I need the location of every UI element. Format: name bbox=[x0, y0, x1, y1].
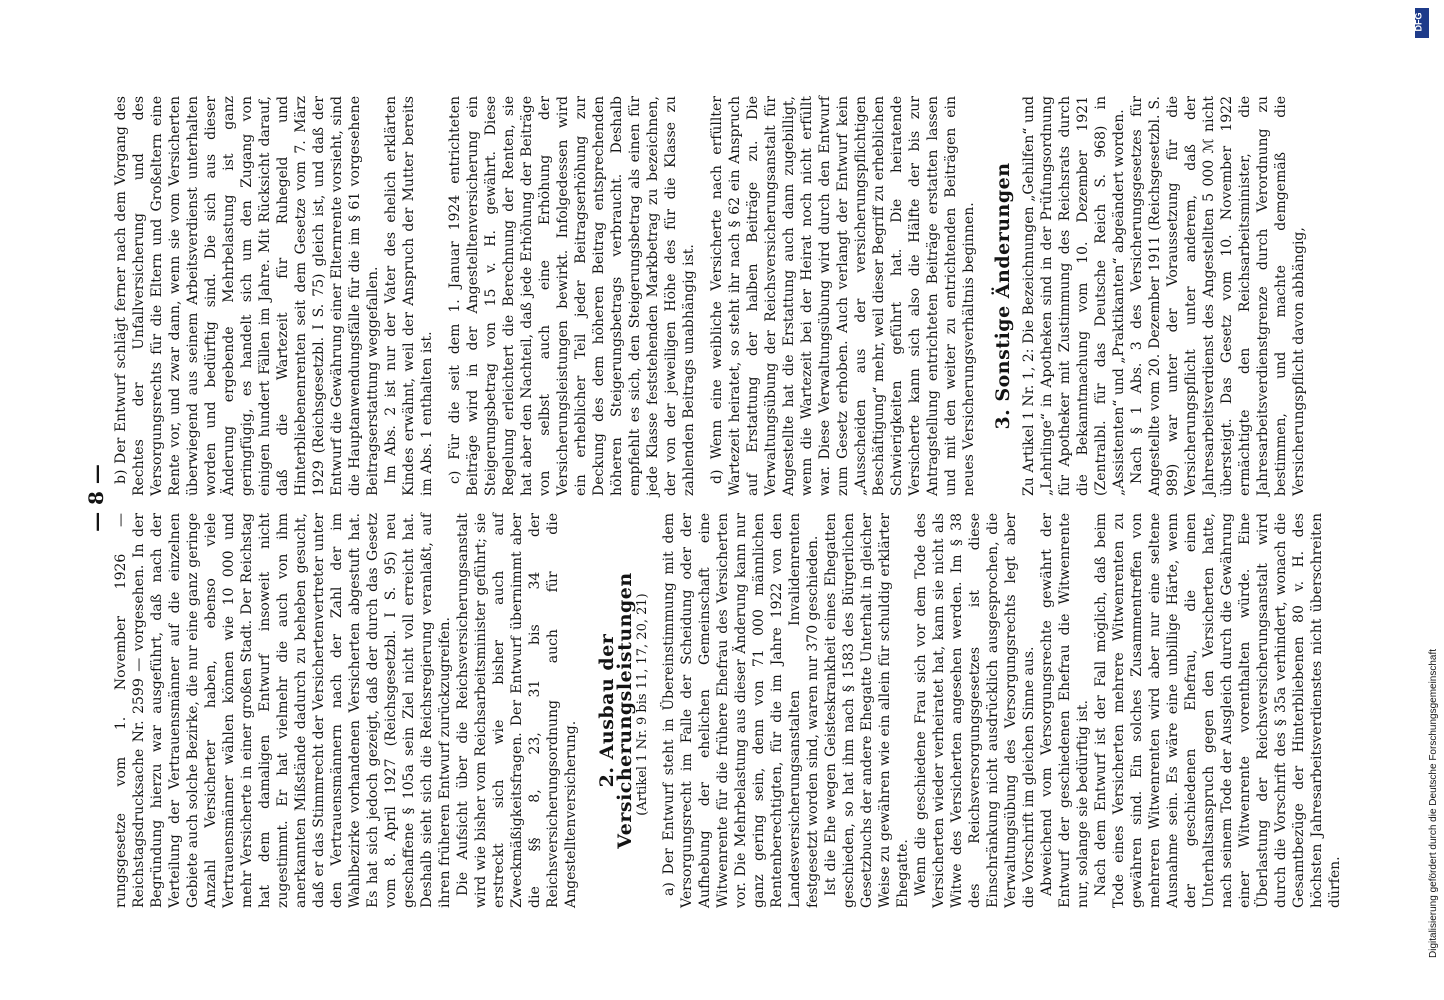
paragraph: Die Aufsicht über die Reichsversicherungsanstalt wird wie bisher vom Reichsarbeitsminister geführt; sie erstreckt sich wie bisher auch auf Zweckmäßigkeitsfragen. Der Entwurf übernimmt aber die §§ 8, 23, 31 bis 34 der Reichsversicherungsordnung auch für die Angestelltenversicherung. bbox=[455, 513, 579, 908]
paragraph: Zu Artikel 1 Nr. 1, 2: Die Bezeichnungen „Gehilfen“ und „Lehrlinge“ in Apotheken sind in der Prüfungsordnung für Apotheker mit Zustimmung des Reichsrats durch die Bekanntmachung vom 10. Dezember 1921 (Zentralbl. für das Deutsche Reich S. 968) in „Assistenten“ und „Praktikanten“ abgeändert worden. bbox=[1021, 96, 1127, 496]
paragraph: Nach § 1 Abs. 3 des Versicherungsgesetzes für Angestellte vom 20. Dezember 1911 (Reichsgesetzbl. S. 989) war unter der Voraussetzung für die Versicherungspflicht unter anderem, daß der Jahresarbeitsverdienst des Angestellten 5 000 ℳ nicht übersteigt. Das Gesetz vom 10. November 1922 ermächtigte den Reichsarbeitsminister, die Jahresarbeitsverdienstgrenze durch Verordnung zu bestimmen, und machte demgemäß die Versicherungspflicht davon abhängig, bbox=[1129, 96, 1307, 496]
paragraph: d) Wenn eine weibliche Versicherte nach erfüllter Wartezeit heiratet, so steht ihr nach § 62 ein Anspruch auf Erstattung der halben Beiträge zu. Die Verwaltungsübung der Reichsversicherungsanstalt für Angestellte hat die Erstattung auch dann zugebilligt, wenn die Wartezeit bei der Heirat noch nicht erfüllt war. Diese Verwaltungsübung wird durch den Entwurf zum Gesetz erhoben. Auch verlangt der Entwurf kein „Ausscheiden aus der versicherungspflichtigen Beschäftigung“ mehr, weil dieser Begriff zu erheblichen Schwierigkeiten geführt hat. Die heiratende Versicherte kann sich also die Hälfte der bis zur Antragstellung entrichteten Beiträge erstatten lassen und mit den weiter zu entrichtenden Beiträgen ein neues Versicherungsverhältnis beginnen. bbox=[709, 96, 977, 496]
paragraph: Im Abs. 2 ist nur der Vater des ehelich erklärten Kindes erwähnt, weil der Anspruch der Mutter bereits im Abs. 1 enthalten ist. bbox=[383, 96, 435, 496]
section-subheading: (Artikel 1 Nr. 9 bis 11, 17, 20, 21) bbox=[635, 593, 650, 816]
paragraph: a) Der Entwurf steht in Übereinstimmung mit dem Versorgungsrecht im Falle der Scheidung oder der Aufhebung der ehelichen Gemeinschaft eine Witwenrente für die frühere Ehefrau des Versicherten vor. Die Mehrbelastung aus dieser Änderung kann nur ganz gering sein, denn von 71 000 männlichen Rentenberechtigten, für die im Jahre 1922 von den Landesversicherungsanstalten Invalidenrenten festgesetzt worden sind, waren nur 370 geschieden. bbox=[661, 513, 821, 908]
paragraph: rungsgesetze vom 1. November 1926 — Reichstagsdrucksache Nr. 2599 — vorgesehen. In der Begründung hierzu war ausgeführt, daß nach der Verteilung der Vertrauensmänner auf die einzelnen Gebiete auch solche Bezirke, die nur eine ganz geringe Anzahl Versicherter haben, ebenso viele Vertrauensmänner wählen können wie 10 000 und mehr Versicherte in einer großen Stadt. Der Reichstag hat dem damaligen Entwurf insoweit nicht zugestimmt. Er hat vielmehr die auch von ihm anerkannten Mißstände dadurch zu beheben gesucht, daß er das Stimmrecht der Versichertenvertreter unter den Vertrauensmännern nach der Zahl der im Wahlbezirke vorhandenen Versicherten abgestuft hat. Es hat sich jedoch gezeigt, daß der durch das Gesetz vom 8. April 1927 (Reichsgesetzbl. I S. 95) neu geschaffene § 105a sein Ziel nicht voll erreicht hat. Deshalb sieht sich die Reichsregierung veranlaßt, auf ihren früheren Entwurf zurückzugreifen. bbox=[113, 513, 453, 908]
dfg-logo bbox=[1415, 8, 1429, 38]
digitization-note: Digitalisierung gefördert durch die Deutsche Forschungsgemeinschaft bbox=[1428, 648, 1439, 958]
dfg-logo-text: DFG bbox=[1413, 12, 1424, 32]
paragraph: Nach dem Entwurf ist der Fall möglich, daß beim Tode eines Versicherten mehrere Witwenrenten zu gewähren sind. Ein solches Zusammentreffen von mehreren Witwenrenten wird aber nur eine seltene Ausnahme sein. Es wäre eine unbillige Härte, wenn der geschiedenen Ehefrau, die einen Unterhaltsanspruch gegen den Versicherten hatte, nach seinem Tode der Ausgleich durch die Gewährung einer Witwenrente vorenthalten würde. Eine Überlastung der Reichsversicherungsanstalt wird durch die Vorschrift des § 35a verhindert, wonach die Gesamtbezüge der Hinterbliebenen 80 v. H. des höchsten Jahresarbeitsverdienstes nicht überschreiten dürfen. bbox=[1093, 513, 1343, 908]
section-heading: 2. Ausbau der Versicherungsleistungen bbox=[596, 572, 636, 849]
paragraph: Abweichend vom Versorgungsrechte gewährt der Entwurf der geschiedenen Ehefrau die Witwenrente nur, solange sie bedürftig ist. bbox=[1039, 513, 1091, 908]
left-column bbox=[112, 513, 1344, 908]
right-column bbox=[112, 96, 1308, 496]
rotated-page-content bbox=[84, 88, 1343, 908]
paragraph: Ist die Ehe wegen Geisteskrankheit eines Ehegatten geschieden, so hat ihm nach § 1583 des Bürgerlichen Gesetzbuchs der andere Ehegatte Unterhalt in gleicher Weise zu gewähren wie ein allein für schuldig erklärter Ehegatte. bbox=[823, 513, 911, 908]
paragraph: c) Für die seit dem 1. Januar 1924 entrichteten Beiträge wird in der Angestelltenversicherung ein Steigerungsbetrag von 15 v. H. gewährt. Diese Regelung erleichtert die Berechnung der Renten, sie hat aber den Nachteil, daß jede Erhöhung der Beiträge von selbst auch eine Erhöhung der Versicherungsleistungen bewirkt. Infolgedessen wird ein erheblicher Teil jeder Beitragserhöhung zur Deckung des dem höheren Beitrag entsprechenden höheren Steigerungsbetrags verbraucht. Deshalb empfiehlt es sich, den Steigerungsbetrag als einen für jede Klasse feststehenden Markbetrag zu bezeichnen, der von der jeweiligen Höhe des für die Klasse zu zahlenden Beitrags unabhängig ist. bbox=[447, 96, 697, 496]
section-heading: 3. Sonstige Änderungen bbox=[992, 162, 1014, 430]
digitization-note-strip bbox=[1413, 8, 1439, 988]
paragraph: b) Der Entwurf schlägt ferner nach dem Vorgang des Rechtes der Unfallversicherung und des Versorgungsrechts für die Eltern und Großeltern eine Rente vor, und zwar dann, wenn sie vom Versicherten überwiegend aus seinem Arbeitsverdienst unterhalten worden und bedürftig sind. Die sich aus dieser Änderung ergebende Mehrbelastung ist ganz geringfügig, es handelt sich um den Zugang von einigen hundert Fällen im Jahre. Mit Rücksicht darauf, daß die Wartezeit für Ruhegeld und Hinterbliebenenrenten seit dem Gesetze vom 7. März 1929 (Reichsgesetzbl. I S. 75) gleich ist, und daß der Entwurf die Gewährung einer Elternrente vorsieht, sind die Hauptanwendungsfälle für die im § 61 vorgesehene Beitragserstattung weggefallen. bbox=[113, 96, 381, 496]
page-number: — 8 — bbox=[84, 464, 108, 532]
paragraph: Wenn die geschiedene Frau sich vor dem Tode des Versicherten wieder verheiratet hat, kann sie nicht als Witwe des Versicherten angesehen werden. Im § 38 des Reichsversorgungsgesetzes ist diese Einschränkung nicht ausdrücklich ausgesprochen, die Verwaltungsübung des Versorgungsrechts legt aber die Vorschrift im gleichen Sinne aus. bbox=[913, 513, 1037, 908]
